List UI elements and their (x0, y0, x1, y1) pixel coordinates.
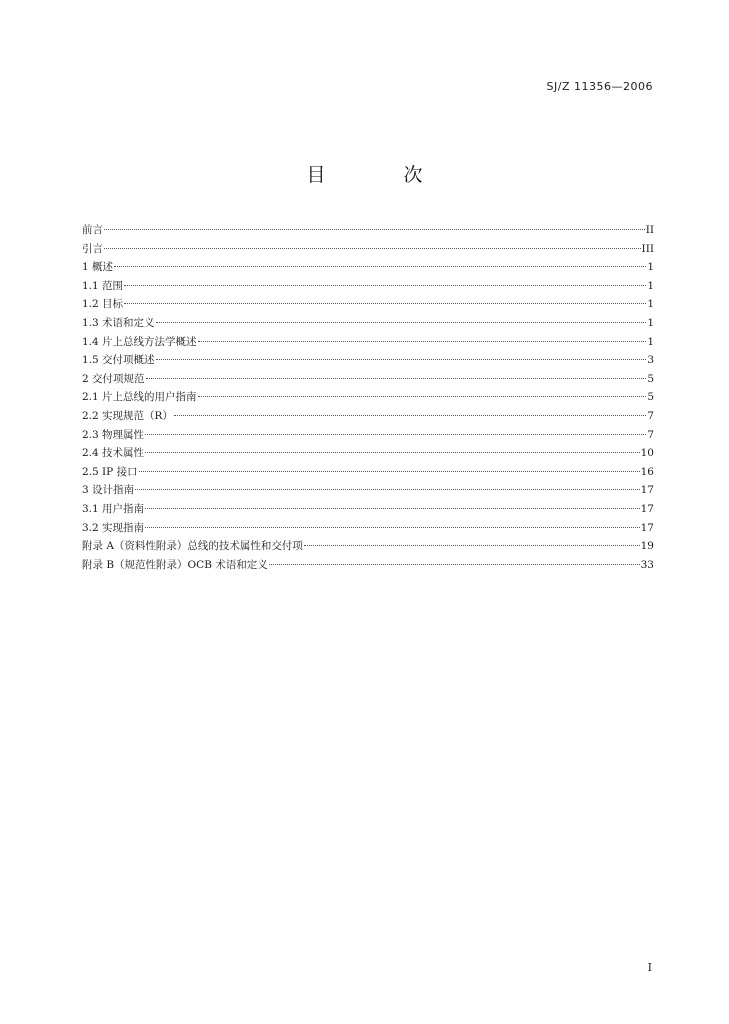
toc-entry-page: 1 (647, 261, 654, 274)
toc-entry[interactable] (82, 221, 654, 240)
toc-entry-label: 1 概述 (82, 261, 114, 274)
toc-entry[interactable] (82, 388, 654, 407)
toc-entry[interactable] (82, 370, 654, 389)
toc-entry[interactable] (82, 258, 654, 277)
standard-code: SJ/Z 11356—2006 (546, 80, 653, 93)
toc-entry[interactable] (82, 295, 654, 314)
toc-entry-page: 1 (647, 335, 654, 348)
toc-entry-page: III (641, 242, 654, 255)
toc-entry-label: 1.2 目标 (82, 298, 124, 311)
toc-entry-page: 3 (647, 354, 654, 367)
toc-leader-dots (174, 415, 646, 416)
toc-entry-page: 33 (640, 558, 654, 571)
toc-leader-dots (124, 285, 646, 286)
toc-leader-dots (156, 322, 647, 323)
toc-entry-page: II (645, 224, 654, 236)
toc-entry-page: 17 (640, 502, 654, 515)
toc-entry-label: 2.4 技术属性 (82, 447, 145, 460)
toc-leader-dots (104, 248, 641, 249)
toc-leader-dots (304, 545, 640, 546)
toc-entry[interactable] (82, 351, 654, 370)
toc-entry[interactable] (82, 314, 654, 333)
toc-leader-dots (269, 564, 640, 565)
table-of-contents (82, 221, 654, 574)
toc-entry-page: 1 (647, 316, 654, 329)
toc-entry-label: 2.2 实现规范（R） (82, 409, 173, 422)
toc-entry[interactable] (82, 463, 654, 482)
toc-entry[interactable] (82, 481, 654, 500)
toc-entry-label: 2.5 IP 接口 (82, 465, 138, 478)
toc-entry[interactable] (82, 537, 654, 556)
toc-leader-dots (139, 471, 640, 472)
toc-entry-label: 1.3 术语和定义 (82, 316, 155, 329)
toc-entry-label: 引言 (82, 242, 103, 255)
toc-leader-dots (198, 341, 647, 342)
page-title: 目 次 (306, 164, 459, 186)
toc-entry[interactable] (82, 500, 654, 519)
toc-leader-dots (145, 527, 640, 528)
toc-entry-label: 附录 A（资料性附录）总线的技术属性和交付项 (82, 540, 303, 553)
toc-entry[interactable] (82, 407, 654, 426)
toc-leader-dots (114, 266, 646, 267)
toc-leader-dots (135, 489, 640, 490)
toc-leader-dots (146, 378, 647, 379)
toc-leader-dots (198, 396, 647, 397)
toc-entry-label: 1.4 片上总线方法学概述 (82, 335, 197, 348)
toc-entry[interactable] (82, 556, 654, 575)
toc-entry-label: 3 设计指南 (82, 484, 135, 497)
toc-entry-page: 19 (640, 540, 654, 553)
toc-leader-dots (145, 508, 640, 509)
toc-entry[interactable] (82, 519, 654, 538)
toc-entry-page: 1 (647, 298, 654, 311)
toc-entry-label: 2.3 物理属性 (82, 428, 145, 441)
toc-entry-label: 2.1 片上总线的用户指南 (82, 391, 197, 404)
toc-entry-page: 7 (647, 428, 654, 441)
toc-entry[interactable] (82, 333, 654, 352)
toc-leader-dots (156, 359, 647, 360)
toc-entry-label: 1.5 交付项概述 (82, 354, 155, 367)
toc-entry-label: 3.2 实现指南 (82, 521, 145, 534)
toc-entry-label: 前言 (82, 224, 103, 236)
toc-entry-page: 7 (647, 409, 654, 422)
toc-entry-page: 10 (640, 447, 654, 460)
toc-entry-page: 17 (640, 521, 654, 534)
toc-entry-label: 2 交付项规范 (82, 372, 145, 385)
toc-entry-page: 1 (647, 279, 654, 292)
toc-entry[interactable] (82, 444, 654, 463)
toc-entry[interactable] (82, 277, 654, 296)
page-number: I (647, 961, 652, 974)
toc-entry-label: 3.1 用户指南 (82, 502, 145, 515)
toc-entry-label: 1.1 范围 (82, 279, 124, 292)
toc-entry-page: 17 (640, 484, 654, 497)
toc-leader-dots (145, 434, 646, 435)
toc-entry-page: 16 (640, 465, 654, 478)
toc-entry-page: 5 (647, 372, 654, 385)
toc-leader-dots (145, 452, 640, 453)
toc-entry-label: 附录 B（规范性附录）OCB 术语和定义 (82, 558, 268, 571)
toc-leader-dots (124, 303, 646, 304)
toc-entry-page: 5 (647, 391, 654, 404)
toc-entry[interactable] (82, 426, 654, 445)
toc-entry[interactable] (82, 240, 654, 259)
toc-leader-dots (104, 229, 645, 230)
